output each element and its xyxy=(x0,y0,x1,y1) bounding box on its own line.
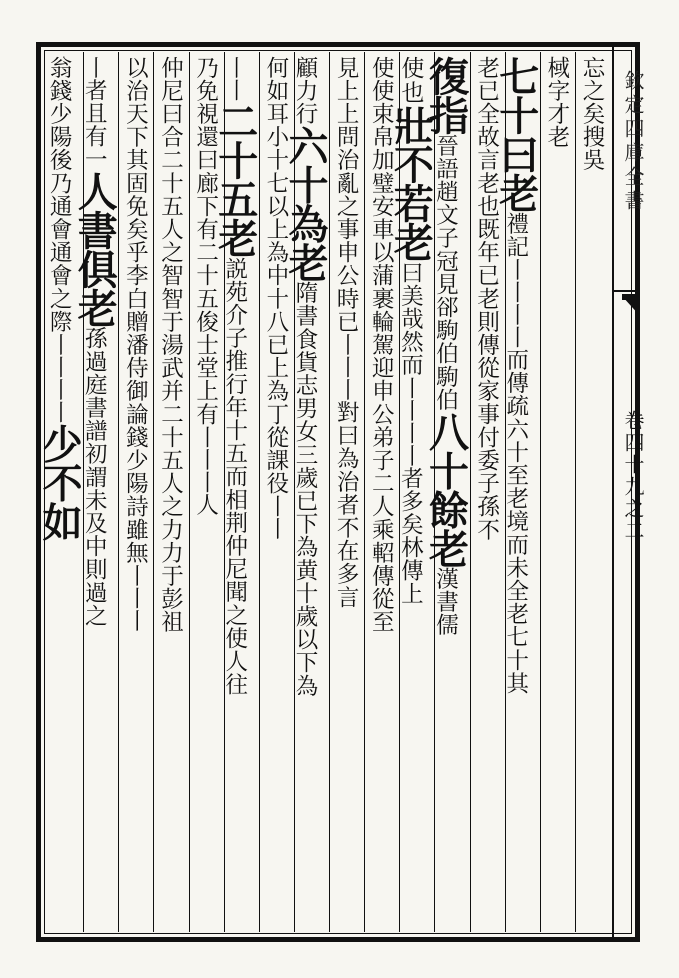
column-rule xyxy=(118,52,119,932)
text-column-15 xyxy=(71,56,119,930)
text-run: 使使束帛加璧安車以蒲裹輪駕迎申公弟子二人乘軺傳從至 xyxy=(368,56,395,634)
column-rule xyxy=(224,52,225,932)
heading-phrase: 八十餘老 xyxy=(422,411,470,568)
text-run: 林傳上 xyxy=(397,535,424,606)
text-run: 者且有一 xyxy=(81,78,108,171)
text-run: 仲尼曰合二十五人之智智于湯武并二十五人之力力于彭祖 xyxy=(157,56,184,634)
text-run: 見上上問治亂之事申公時已 xyxy=(333,56,360,334)
text-run: 視還曰廊下有二十五俊士堂上有 xyxy=(192,102,219,426)
text-run: 説苑介子推行年十五而相荆仲尼聞之使人往 xyxy=(221,257,248,696)
text-run: 以治天下其固免矣乎李白贈潘侍御論錢少陽詩雖無 xyxy=(122,56,149,565)
text-run: 者多矣 xyxy=(397,466,424,536)
text-column-7 xyxy=(366,56,397,930)
column-rule xyxy=(505,52,506,932)
text-column-14 xyxy=(120,56,151,930)
heading-phrase: 七十曰老 xyxy=(492,56,540,212)
text-run: 曰美哉然而 xyxy=(397,261,424,377)
text-run: 丨丨丨丨 xyxy=(502,258,529,349)
heading-phrase: 六十為老 xyxy=(282,125,329,282)
text-run: 丨丨丨 xyxy=(192,425,219,494)
text-run: 棫字才老 xyxy=(543,56,570,149)
column-rule xyxy=(294,52,295,932)
text-run: 隋書食貨志男女三歲已下為黄十歲以下為 xyxy=(292,281,318,698)
text-column-16 xyxy=(36,56,84,930)
column-rule xyxy=(470,52,471,932)
volume-label: 卷四十九之二 xyxy=(621,410,645,542)
text-run: 丨丨丨 xyxy=(333,333,360,401)
text-run: 孫過庭書譜初謂未及中則過之 xyxy=(81,326,108,628)
text-run: 晉語趙文子冠見郤駒伯駒伯 xyxy=(432,134,459,412)
column-rule xyxy=(434,52,435,932)
text-column-6 xyxy=(387,56,435,930)
heading-phrase: 少不如 xyxy=(36,423,84,541)
column-rule xyxy=(364,52,365,932)
text-run: 乃免 xyxy=(192,56,219,103)
text-column-2 xyxy=(542,56,573,930)
column-rule xyxy=(153,52,154,932)
column-rule xyxy=(329,52,330,932)
column-rule xyxy=(83,52,84,932)
text-run: 人 xyxy=(192,493,219,517)
heading-phrase: 人書俱老 xyxy=(71,170,119,327)
text-run: 老已全故言老也既年已老則傳從家事付委子孫不 xyxy=(473,56,500,542)
text-run: 丨丨丨丨 xyxy=(46,333,73,424)
text-run: 對曰為治者不在多言 xyxy=(333,400,360,609)
text-run: 翁錢少陽 xyxy=(46,56,73,149)
text-run: 丨丨丨 xyxy=(122,564,149,632)
heading-phrase: 復指 xyxy=(422,56,470,134)
text-column-13 xyxy=(155,56,186,930)
text-run: 漢書儒 xyxy=(432,567,459,637)
text-column-1 xyxy=(577,56,608,930)
heading-phrase: 二十五老 xyxy=(211,101,259,257)
column-rule xyxy=(259,52,260,932)
text-column-12 xyxy=(191,56,222,930)
text-run: 丨 xyxy=(81,56,108,79)
text-column-5 xyxy=(422,56,470,930)
text-column-8 xyxy=(331,56,362,930)
text-run: 小十七以上為中十八已上為丁從課役 xyxy=(262,125,289,495)
margin-header: 欽定四庫全書 xyxy=(621,70,645,214)
text-column-11 xyxy=(211,56,259,930)
text-column-9 xyxy=(282,56,329,930)
text-run: 禮記 xyxy=(502,212,529,259)
text-run: 使也 xyxy=(397,56,424,105)
text-run: 何如耳 xyxy=(262,56,289,126)
margin-divider xyxy=(614,290,640,292)
column-rule xyxy=(189,52,190,932)
text-run: 丨丨 xyxy=(262,494,289,540)
text-run: 忘之矣搜吳 xyxy=(579,56,605,172)
text-column-3 xyxy=(492,56,540,930)
text-run: 顧力行 xyxy=(292,56,318,126)
text-column-4 xyxy=(472,56,503,930)
text-run: 丨丨 xyxy=(221,56,248,101)
column-rule xyxy=(540,52,541,932)
heading-phrase: 壯不若老 xyxy=(387,105,435,261)
column-rule xyxy=(575,52,576,932)
fish-tail-notch xyxy=(622,296,640,316)
text-run: 丨丨丨丨 xyxy=(397,376,424,467)
text-run: 後乃通會通會之際 xyxy=(46,148,73,334)
text-column-10 xyxy=(261,56,292,930)
text-run: 而傳疏六十至老境而未全老七十其 xyxy=(502,348,529,695)
column-rule xyxy=(399,52,400,932)
